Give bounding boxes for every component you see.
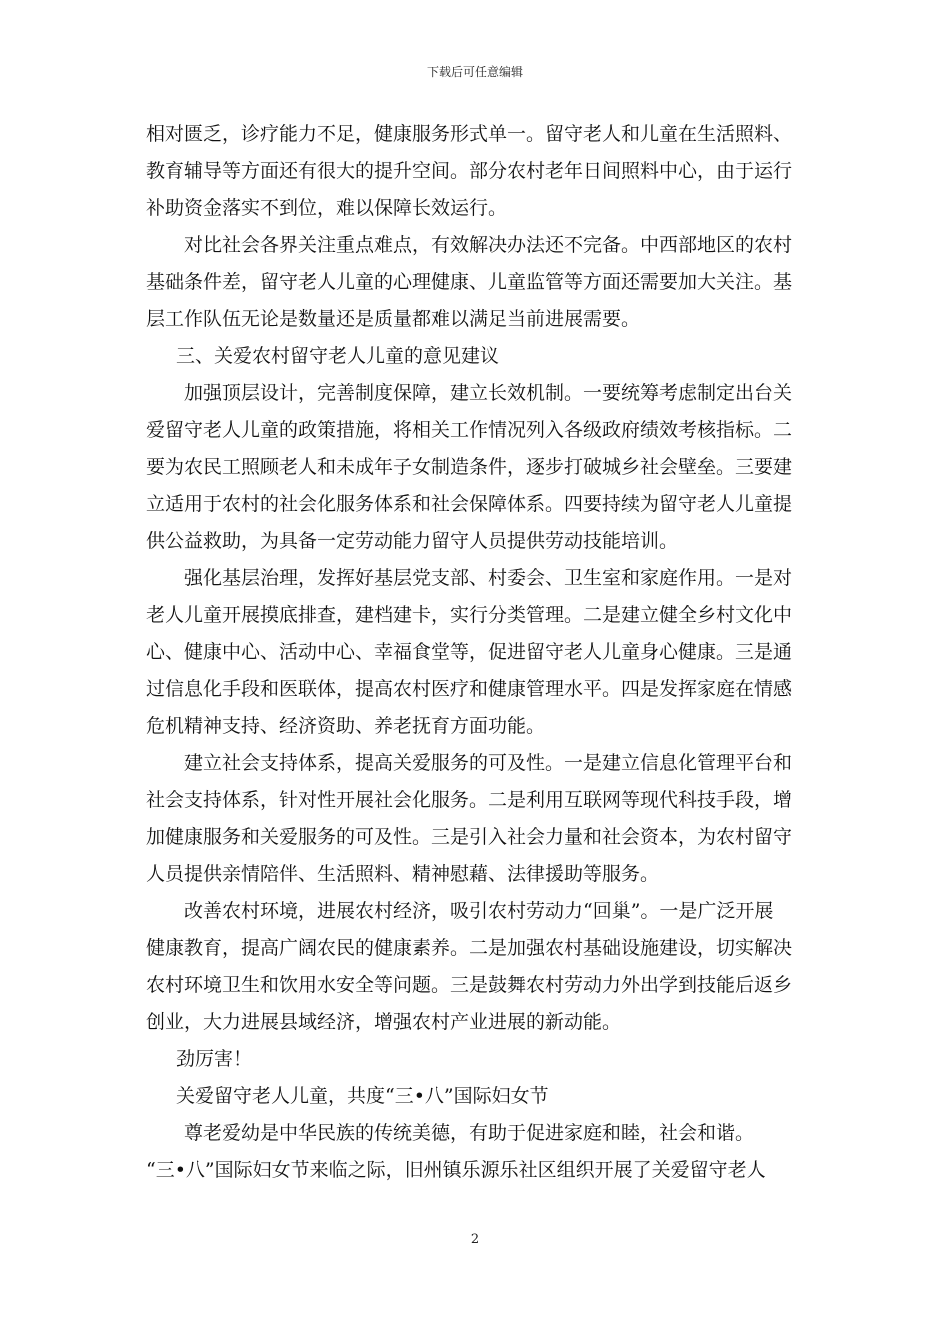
body-line: 创业，大力进展县域经济，增强农村产业进展的新动能。: [146, 1011, 622, 1033]
document-body: [146, 116, 806, 1189]
section-heading: 三、关爱农村留守老人儿童的意见建议: [176, 345, 500, 367]
exclamation-line: 劲厉害！: [176, 1048, 253, 1070]
body-line: 加健康服务和关爱服务的可及性。三是引入社会力量和社会资本，为农村留守: [146, 826, 793, 848]
body-line: 基础条件差，留守老人儿童的心理健康、儿童监管等方面还需要加大关注。基: [146, 271, 793, 293]
paragraph-start-line: 加强顶层设计，完善制度保障，建立长效机制。一要统筹考虑制定出台关: [184, 382, 793, 404]
body-line: 社会支持体系，针对性开展社会化服务。二是利用互联网等现代科技手段，增: [146, 789, 793, 811]
body-line: 爱留守老人儿童的政策措施，将相关工作情况列入各级政府绩效考核指标。二: [146, 419, 793, 441]
body-line: 健康教育，提高广阔农民的健康素养。二是加强农村基础设施建设，切实解决: [146, 937, 793, 959]
body-line: 老人儿童开展摸底排查，建档建卡，实行分类管理。二是建立健全乡村文化中: [146, 604, 793, 626]
article-title: 关爱留守老人儿童，共度“三•八”国际妇女节: [176, 1085, 549, 1107]
body-line: 补助资金落实不到位，难以保障长效运行。: [146, 197, 508, 219]
body-line: 心、健康中心、活动中心、幸福食堂等，促进留守老人儿童身心健康。三是通: [146, 641, 793, 663]
body-line: 人员提供亲情陪伴、生活照料、精神慰藉、法律援助等服务。: [146, 863, 660, 885]
body-line: 教育辅导等方面还有很大的提升空间。部分农村老年日间照料中心，由于运行: [146, 160, 793, 182]
body-line: 危机精神支持、经济资助、养老抚育方面功能。: [146, 715, 546, 737]
body-line: 供公益救助，为具备一定劳动能力留守人员提供劳动技能培训。: [146, 530, 679, 552]
paragraph-start-line: 改善农村环境，进展农村经济，吸引农村劳动力“回巢”。一是广泛开展: [184, 900, 774, 922]
body-line: 层工作队伍无论是数量还是质量都难以满足当前进展需要。: [146, 308, 641, 330]
page-header-note: 下载后可任意编辑: [426, 65, 523, 79]
body-line: 过信息化手段和医联体，提高农村医疗和健康管理水平。四是发挥家庭在情感: [146, 678, 793, 700]
paragraph-start-line: 尊老爱幼是中华民族的传统美德，有助于促进家庭和睦，社会和谐。: [184, 1122, 755, 1144]
body-line: 要为农民工照顾老人和未成年子女制造条件，逐步打破城乡社会壁垒。三要建: [146, 456, 793, 478]
paragraph-start-line: 建立社会支持体系，提高关爱服务的可及性。一是建立信息化管理平台和: [184, 752, 793, 774]
body-line: 立适用于农村的社会化服务体系和社会保障体系。四要持续为留守老人儿童提: [146, 493, 793, 515]
body-line: 农村环境卫生和饮用水安全等问题。三是鼓舞农村劳动力外出学到技能后返乡: [146, 974, 793, 996]
paragraph-start-line: 对比社会各界关注重点难点，有效解决办法还不完备。中西部地区的农村: [184, 234, 793, 256]
page-number: 2: [470, 1232, 480, 1247]
body-line: “三•八”国际妇女节来临之际，旧州镇乐源乐社区组织开展了关爱留守老人: [146, 1159, 766, 1181]
paragraph-start-line: 强化基层治理，发挥好基层党支部、村委会、卫生室和家庭作用。一是对: [184, 567, 793, 589]
body-line: 相对匮乏，诊疗能力不足，健康服务形式单一。留守老人和儿童在生活照料、: [146, 123, 793, 145]
